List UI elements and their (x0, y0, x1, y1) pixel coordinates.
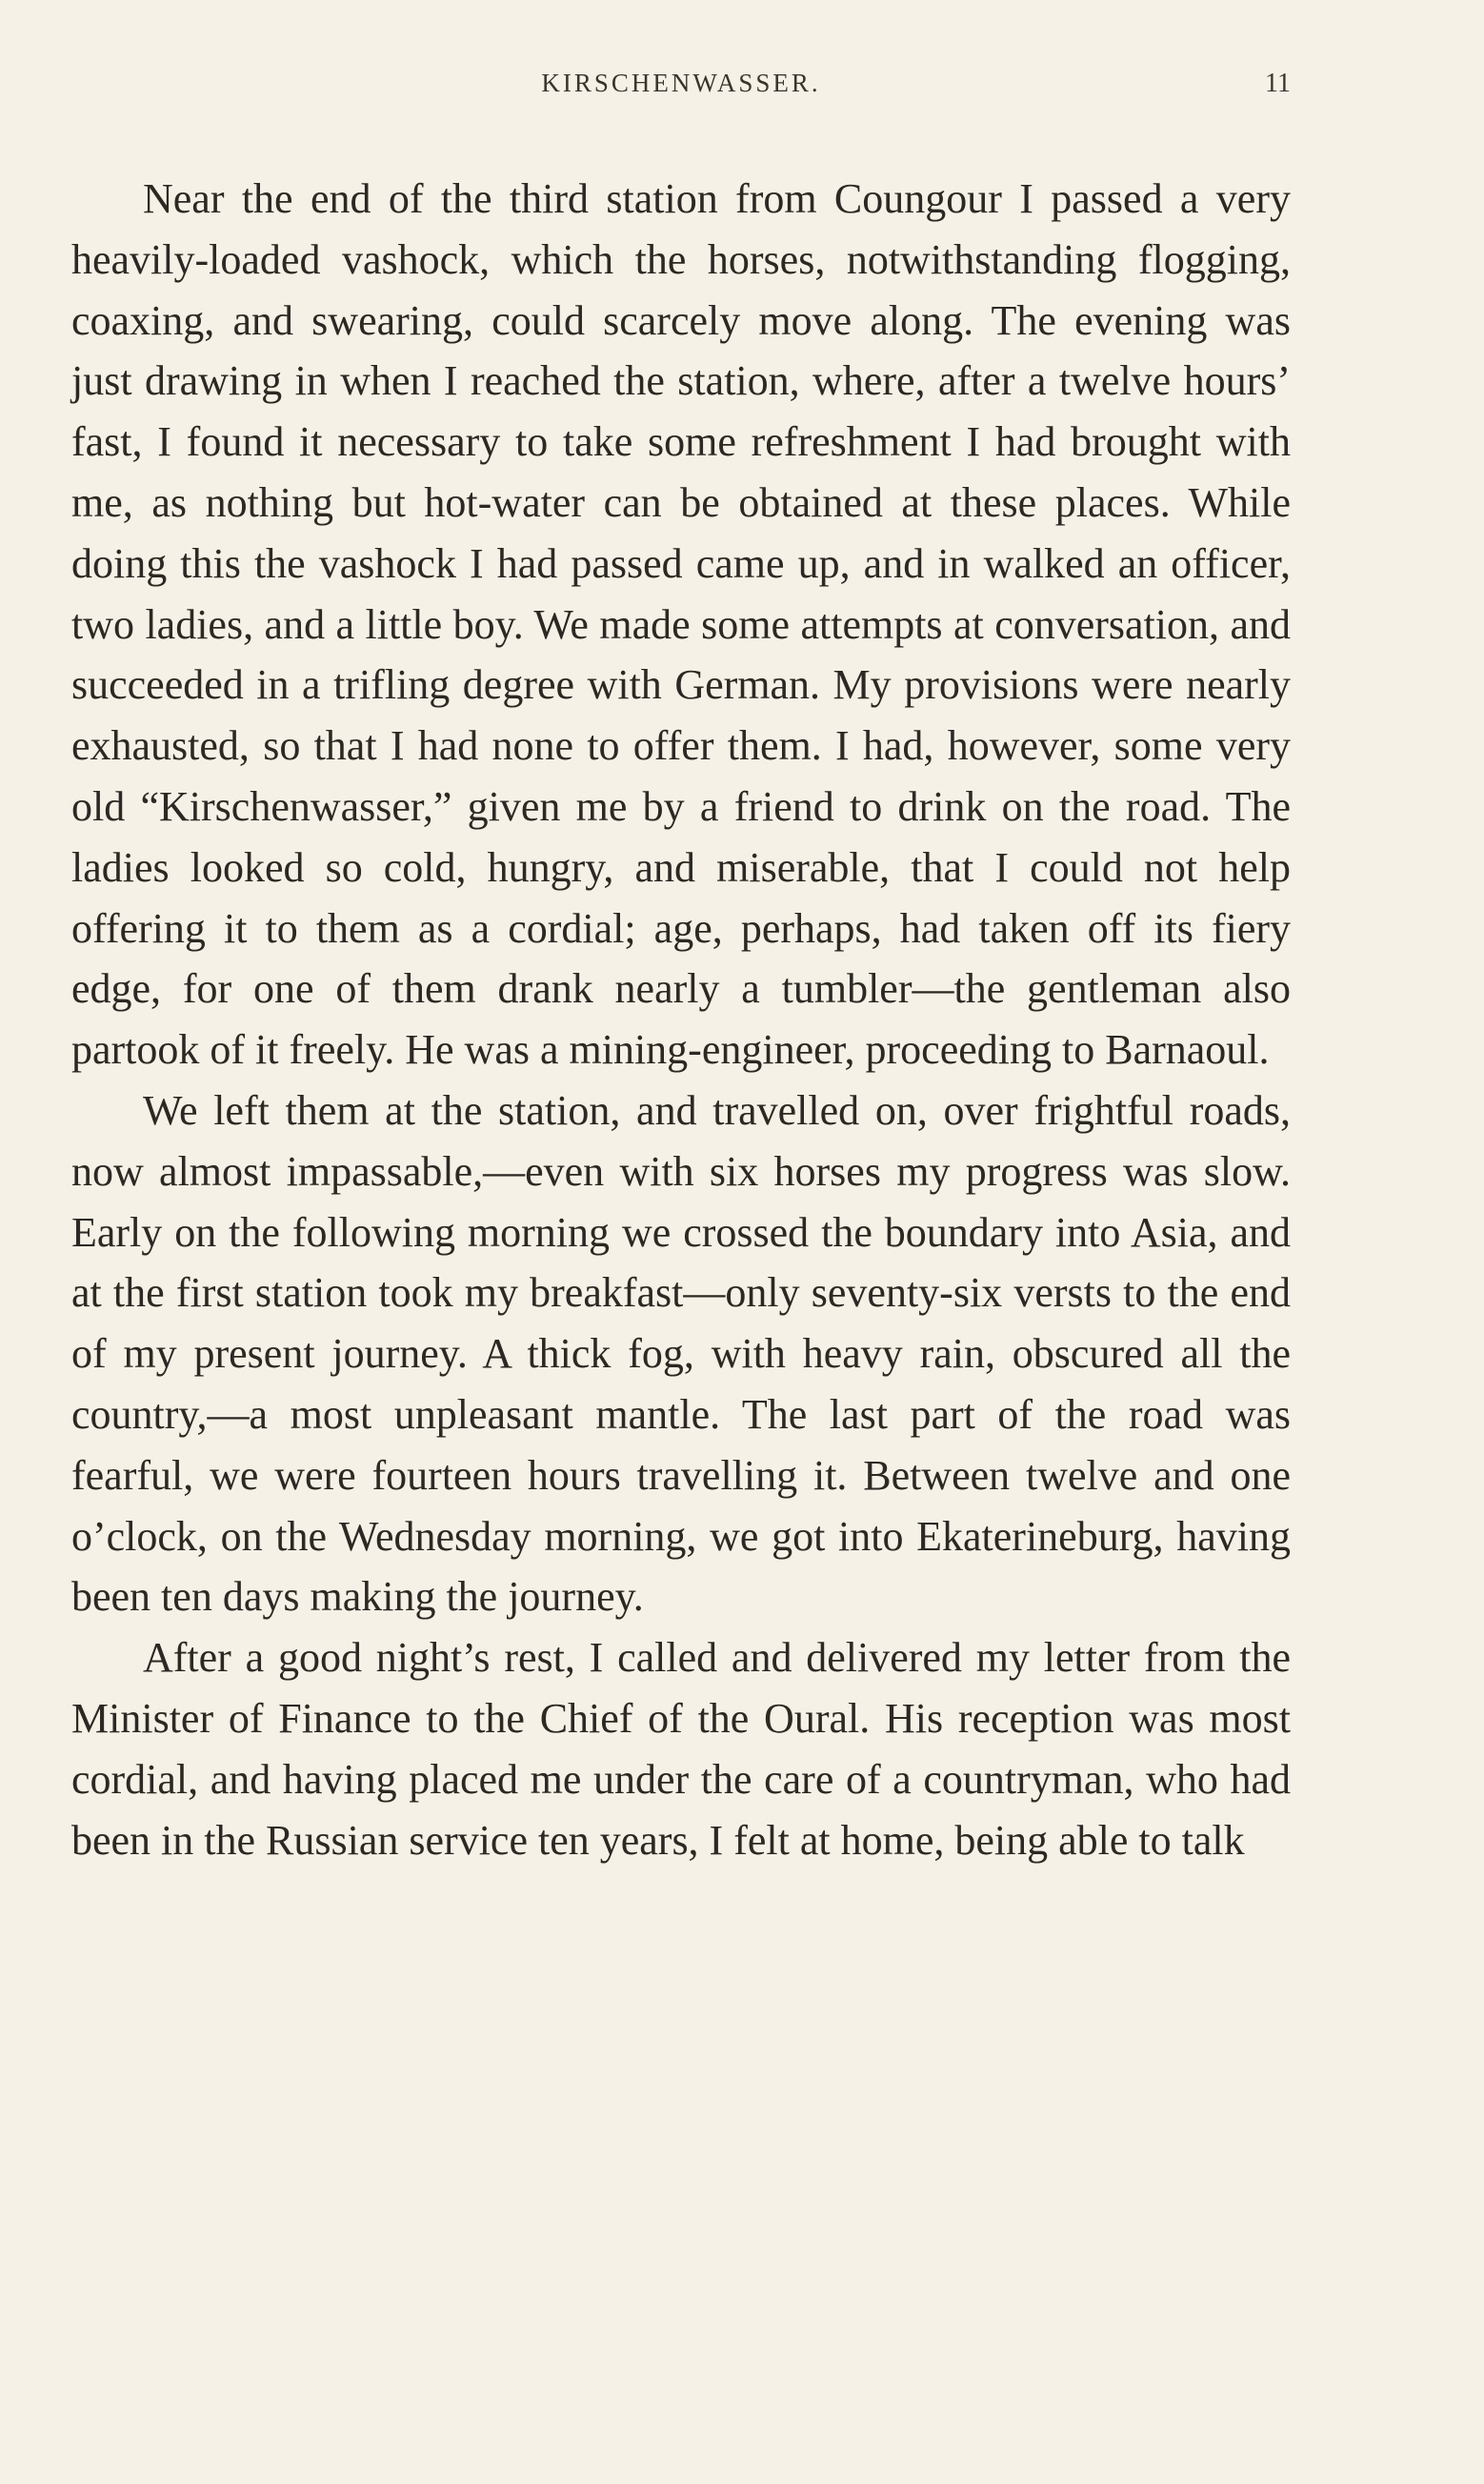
running-title: KIRSCHENWASSER. (541, 69, 821, 97)
page-number: 11 (1265, 69, 1291, 98)
paragraph-2: We left them at the station, and travelled on, over frightful roads, now almost impassable,—even with six horses my progress was slow. Early on the following morning we crossed the boundary into Asia, and at the first station took my breakfast—only seventy-six versts to the end of my present journey. A thick fog, with heavy rain, obscured all the country,—a most unpleasant mantle. The last part of the road was fearful, we were fourteen hours travelling it. Between twelve and one o’clock, on the Wednesday morning, we got into Ekaterineburg, having been ten days making the journey. (71, 1086, 1291, 1621)
paragraph-3: After a good night’s rest, I called and delivered my letter from the Minister of Finance to the Chief of the Oural. His reception was most cordial, and having placed me under the care of a countryman, who had been in the Russian service ten years, I felt at home, being able to talk (71, 1634, 1291, 1864)
paragraph-1: Near the end of the third station from Coungour I passed a very heavily-loaded vashock, which the horses, notwithstanding flogging, coaxing, and swearing, could scarcely move along. The evening was just drawing in when I reached the station, where, after a twelve hours’ fast, I found it necessary to take some refreshment I had brought with me, as nothing but hot-water can be obtained at these places. While doing this the vashock I had passed came up, and in walked an officer, two ladies, and a little boy. We made some attempts at conversation, and succeeded in a trifling degree with German. My provisions were nearly exhausted, so that I had none to offer them. I had, however, some very old “Kirschenwasser,” given me by a friend to drink on the road. The ladies looked so cold, hungry, and miserable, that I could not help offering it to them as a cordial; age, perhaps, had taken off its fiery edge, for one of them drank nearly a tumbler—the gentleman also partook of it freely. He was a mining-engineer, proceeding to Barnaoul. (71, 175, 1291, 1074)
running-head (71, 69, 1291, 107)
body-text (71, 169, 1291, 1870)
